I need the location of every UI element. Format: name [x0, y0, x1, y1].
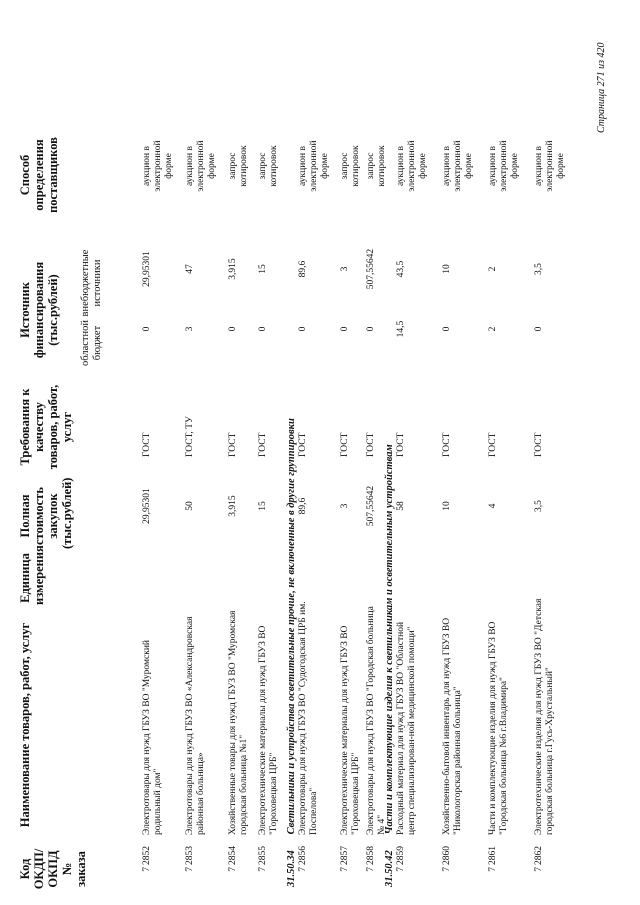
row-number: 2859 [396, 846, 406, 865]
row-cost: 3,5 [534, 500, 544, 512]
header-code: Код ОКДП/ ОКПД № заказа [18, 848, 88, 890]
row-extra: 29,95301 [142, 251, 152, 287]
section-heading [286, 418, 297, 887]
row-requirements: ГОСТ [366, 432, 376, 457]
row-number: 2862 [534, 846, 544, 865]
row-requirements: ГОСТ [228, 432, 238, 457]
row-number: 2857 [340, 846, 350, 865]
row-cost: 50 [185, 501, 195, 511]
row-requirements: ГОСТ, ТУ [185, 416, 195, 457]
header-funding: Источник финансирования (тыс.рублей) [18, 261, 60, 359]
section-title: Светильники и устройства осветительные прочие, не включенные в другие группировки [286, 418, 297, 835]
row-extra: 47 [185, 264, 195, 274]
row-cost: 3,915 [228, 495, 238, 517]
row-number: 2858 [366, 846, 376, 865]
row-extra: 3 [340, 266, 350, 272]
row-number: 2861 [488, 846, 498, 865]
row-requirements: ГОСТ [298, 432, 308, 457]
row-name: Электротовары для нужд ГБУЗ ВО "Городская больница № 4" [366, 606, 387, 835]
row-code: 7 [442, 867, 452, 872]
row-code: 7 [142, 867, 152, 872]
row-name: Электротехнические материалы для нужд ГБУЗ ВО "Гороховецкая ЦРБ" [258, 625, 279, 835]
row-requirements: ГОСТ [396, 432, 406, 457]
row-method: аукцион в электронной форме [298, 140, 330, 192]
row-method: запрос котировок [340, 145, 361, 187]
row-regional: 0 [534, 326, 544, 332]
section-code: 31.50.34 [286, 850, 297, 887]
header-funding-regional: областной бюджет [80, 320, 103, 366]
row-code: 7 [228, 867, 238, 872]
row-regional: 0 [366, 326, 376, 332]
row-regional: 14,5 [396, 320, 406, 338]
header-funding-extra: внебюджетные источники [80, 249, 103, 317]
page-footer: Страница 271 из 420 [596, 42, 607, 133]
row-cost: 10 [442, 501, 452, 511]
row-number: 2853 [185, 846, 195, 865]
row-requirements: ГОСТ [258, 432, 268, 457]
row-name: Расходный материал для нужд ГБУЗ ВО "Областной центр специализирован-ной медицинской помощи" [396, 621, 417, 835]
row-name: Части и комплектующие изделия для нужд ГБУЗ ВО "Городская больница №6 г.Владимира" [488, 621, 509, 835]
row-cost: 507,55642 [366, 485, 376, 527]
row-extra: 2 [488, 266, 498, 272]
row-regional: 0 [442, 326, 452, 332]
row-cost: 4 [488, 503, 498, 509]
row-code: 7 [298, 867, 308, 872]
row-cost: 89,6 [298, 497, 308, 515]
row-method: аукцион в электронной форме [185, 140, 217, 192]
row-method: аукцион в электронной форме [442, 140, 474, 192]
row-cost: 3 [340, 503, 350, 509]
row-code: 7 [340, 867, 350, 872]
header-requirements: Требования к качеству товаров, работ, услуг [18, 384, 74, 470]
row-extra: 15 [258, 264, 268, 274]
row-name: Электротехнические изделия для нужд ГБУЗ ВО "Детская городская больница г.Гусь-Хрустальный" [534, 598, 555, 835]
row-method: запрос котировок [366, 145, 387, 187]
row-number: 2860 [442, 846, 452, 865]
row-requirements: ГОСТ [534, 432, 544, 457]
row-extra: 3,5 [534, 263, 544, 275]
row-extra: 507,55642 [366, 248, 376, 290]
row-extra: 3,915 [228, 258, 238, 280]
row-requirements: ГОСТ [442, 432, 452, 457]
row-cost: 29,95301 [142, 488, 152, 524]
row-method: аукцион в электронной форме [488, 140, 520, 192]
row-extra: 10 [442, 264, 452, 274]
row-regional: 0 [298, 326, 308, 332]
row-name: Электротехнические материалы для нужд ГБУЗ ВО "Гороховецкая ЦРБ" [340, 625, 361, 835]
row-regional: 2 [488, 326, 498, 332]
row-code: 7 [185, 867, 195, 872]
row-name: Электротовары для нужд ГБУЗ ВО "Муромский родильный дом" [142, 640, 163, 835]
row-name: Хозяйственные товары для нужд ГБУЗ ВО "Муромская городская больница №1" [228, 610, 249, 835]
row-code: 7 [488, 867, 498, 872]
row-number: 2856 [298, 846, 308, 865]
row-name: Электротовары для нужд ГБУЗ ВО "Судогодская ЦРБ им. Поспелова" [298, 601, 319, 835]
row-extra: 89,6 [298, 260, 308, 278]
row-method: аукцион в электронной форме [396, 140, 428, 192]
row-regional: 0 [258, 326, 268, 332]
row-number: 2852 [142, 846, 152, 865]
section-heading [384, 444, 395, 887]
row-code: 7 [258, 867, 268, 872]
row-extra: 43,5 [396, 260, 406, 278]
row-number: 2854 [228, 846, 238, 865]
row-code: 7 [534, 867, 544, 872]
header-cost: Полная стоимость закупок (тыс.рублей) [18, 477, 74, 549]
row-cost: 58 [396, 501, 406, 511]
header-unit: Единица измерения [18, 545, 46, 605]
row-name: Электротовары для нужд ГБУЗ ВО «Александровская районная больница» [185, 616, 206, 835]
row-requirements: ГОСТ [142, 432, 152, 457]
row-regional: 3 [185, 326, 195, 332]
row-code: 7 [396, 867, 406, 872]
row-method: аукцион в электронной форме [142, 140, 174, 192]
row-regional: 0 [228, 326, 238, 332]
section-code: 31.50.42 [384, 850, 395, 887]
header-method: Способ определения поставщиков [18, 137, 60, 213]
row-requirements: ГОСТ [488, 432, 498, 457]
row-requirements: ГОСТ [340, 432, 350, 457]
section-title: Части и комплектующие изделия к светильникам и осветительным устройствам [384, 444, 395, 835]
header-name: Наименование товаров, работ, услуг [18, 622, 32, 828]
row-method: запрос котировок [228, 145, 249, 187]
row-regional: 0 [142, 326, 152, 332]
row-code: 7 [366, 867, 376, 872]
row-method: запрос котировок [258, 145, 279, 187]
row-method: аукцион в электронной форме [534, 140, 566, 192]
row-number: 2855 [258, 846, 268, 865]
row-regional: 0 [340, 326, 350, 332]
row-name: Хозяйственно-бытовой инвентарь для нужд ГБУЗ ВО "Никологорская районная больница" [442, 617, 463, 835]
row-cost: 15 [258, 501, 268, 511]
